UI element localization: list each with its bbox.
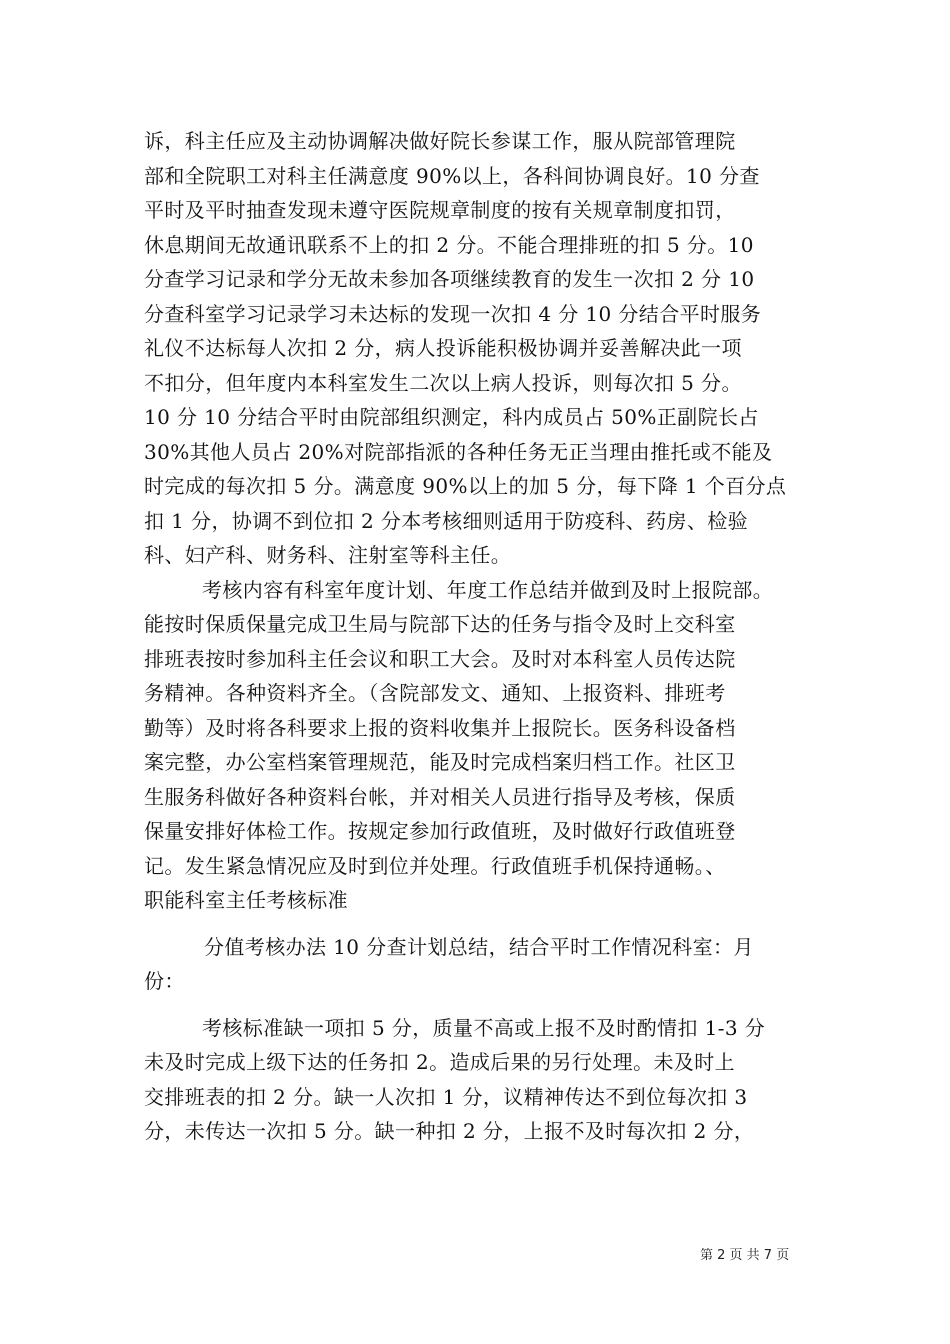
text-line: 科、妇产科、财务科、注射室等科主任。 (144, 543, 512, 567)
text-line: 休息期间无故通讯联系不上的扣 2 分。不能合理排班的扣 5 分。10 (144, 232, 754, 257)
text-line: 扣 1 分，协调不到位扣 2 分本考核细则适用于防疫科、药房、检验 (144, 508, 749, 533)
text-line: 平时及平时抽查发现未遵守医院规章制度的按有关规章制度扣罚， (144, 198, 736, 222)
text-line: 分，未传达一次扣 5 分。缺一种扣 2 分，上报不及时每次扣 2 分， (144, 1119, 755, 1143)
page-number: 第 2 页 共 7 页 (700, 1248, 790, 1263)
text-line: 30%其他人员占 20%对院部指派的各种任务无正当理由推托或不能及 (144, 439, 773, 464)
text-line: 保量安排好体检工作。按规定参加行政值班，及时做好行政值班登 (144, 819, 736, 843)
text-line: 勤等）及时将各科要求上报的资料收集并上报院长。医务科设备档 (144, 715, 736, 740)
text-line: 分查科室学习记录学习未达标的发现一次扣 4 分 10 分结合平时服务 (144, 301, 762, 326)
text-line: 礼仪不达标每人次扣 2 分，病人投诉能积极协调并妥善解决此一项 (144, 336, 742, 360)
paragraph-start: 考核内容有科室年度计划、年度工作总结并做到及时上报院部。 (202, 577, 774, 602)
text-line: 排班表按时参加科主任会议和职工大会。及时对本科室人员传达院 (144, 646, 736, 671)
text-line: 未及时完成上级下达的任务扣 2。造成后果的另行处理。未及时上 (144, 1050, 736, 1074)
text-line: 分查学习记录和学分无故未参加各项继续教育的发生一次扣 2 分 10 (144, 267, 755, 291)
text-line: 不扣分，但年度内本科室发生二次以上病人投诉，则每次扣 5 分。 (144, 370, 742, 395)
text-line: 案完整，办公室档案管理规范，能及时完成档案归档工作。社区卫 (144, 750, 736, 774)
text-line: 时完成的每次扣 5 分。满意度 90%以上的加 5 分，每下降 1 个百分点 (144, 474, 787, 498)
paragraph-start: 分值考核办法 10 分查计划总结，结合平时工作情况科室：月 (204, 934, 754, 959)
text-line: 务精神。各种资料齐全。（含院部发文、通知、上报资料、排班考 (144, 681, 726, 705)
text-line: 生服务科做好各种资料台帐，并对相关人员进行指导及考核，保质 (144, 784, 736, 809)
paragraph-start: 考核标准缺一项扣 5 分，质量不高或上报不及时酌情扣 1-3 分 (202, 1015, 766, 1040)
text-line: 部和全院职工对科主任满意度 90%以上，各科间协调良好。10 分查 (144, 163, 760, 188)
text-line: 10 分 10 分结合平时由院部组织测定，科内成员占 50%正副院长占 (144, 405, 759, 429)
text-line: 份： (144, 969, 185, 993)
section-title: 职能科室主任考核标准 (144, 888, 348, 912)
text-line: 记。发生紧急情况应及时到位并处理。行政值班手机保持通畅。、 (144, 853, 726, 878)
text-line: 交排班表的扣 2 分。缺一人次扣 1 分，议精神传达不到位每次扣 3 (144, 1084, 748, 1109)
text-line: 能按时保质保量完成卫生局与院部下达的任务与指令及时上交科室 (144, 612, 736, 636)
text-line: 诉，科主任应及主动协调解决做好院长参谋工作，服从院部管理院 (144, 129, 736, 153)
document-body (144, 124, 824, 1149)
